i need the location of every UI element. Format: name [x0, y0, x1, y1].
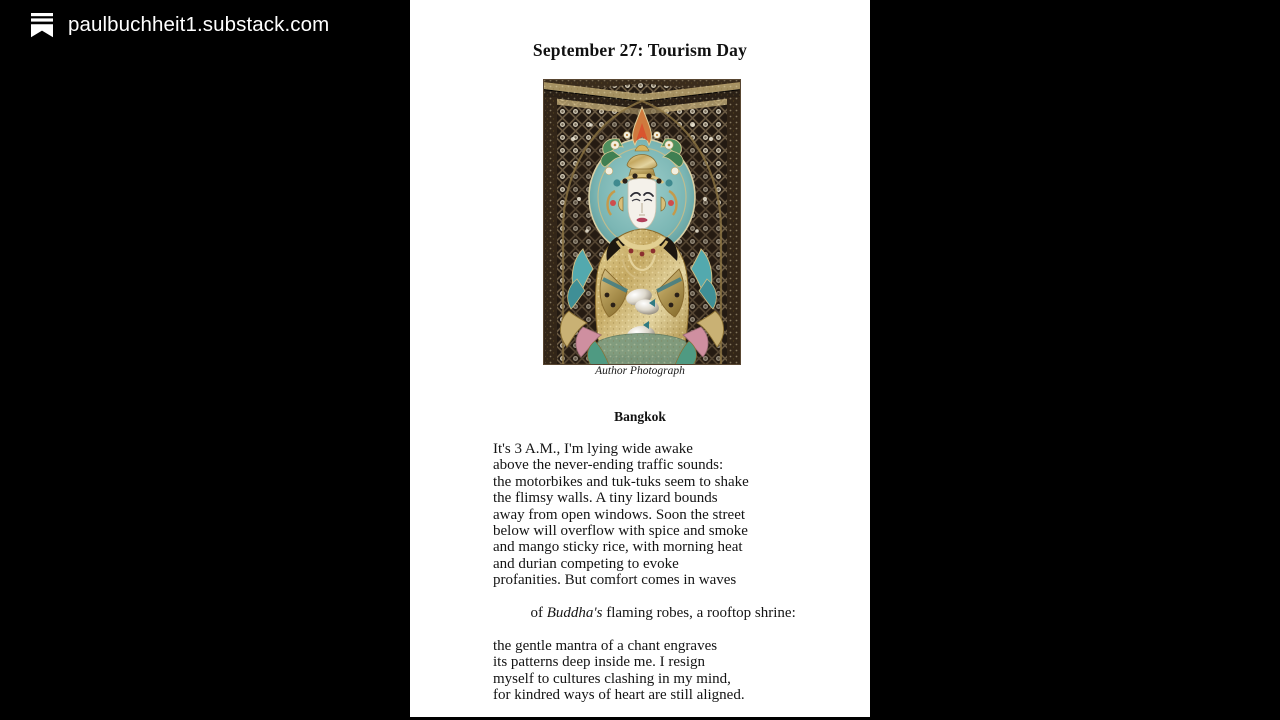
document-page — [410, 0, 870, 717]
poem-line-emphasis — [493, 589, 843, 638]
site-header — [30, 12, 329, 38]
poem-line-prefix: of — [530, 605, 547, 622]
poem-line: the gentle mantra of a chant engraves — [493, 637, 718, 654]
poem-line: the motorbikes and tuk-tuks seem to shake — [493, 473, 749, 490]
poem-emphasis-word: Buddha's — [546, 605, 603, 622]
poem-line: above the never-ending traffic sounds: — [493, 457, 724, 474]
poem-line: It's 3 A.M., I'm lying wide awake — [493, 441, 693, 457]
figure-caption: Author Photograph — [595, 365, 685, 377]
poem-line: its patterns deep inside me. I resign — [493, 654, 706, 671]
poem-line-suffix: flaming robes, a rooftop shrine: — [602, 605, 796, 622]
poem-line: and durian competing to evoke — [493, 555, 679, 572]
poem-line: the flimsy walls. A tiny lizard bounds — [493, 490, 718, 507]
poem-line: myself to cultures clashing in my mind, — [493, 670, 731, 687]
poem-line: profanities. But comfort comes in waves — [493, 572, 737, 589]
article-figure-image — [543, 79, 741, 365]
poem-line: below will overflow with spice and smoke — [493, 523, 748, 540]
site-url-label: paulbuchheit1.substack.com — [68, 13, 330, 36]
poem-line: and mango sticky rice, with morning heat — [493, 539, 743, 556]
poem-line: away from open windows. Soon the street — [493, 506, 746, 523]
poem-title: Bangkok — [614, 409, 666, 424]
poem-body — [493, 441, 843, 704]
page-title: September 27: Tourism Day — [532, 40, 748, 60]
poem-line: for kindred ways of heart are still aligned. — [493, 687, 745, 704]
substack-bookmark-icon — [30, 12, 54, 38]
